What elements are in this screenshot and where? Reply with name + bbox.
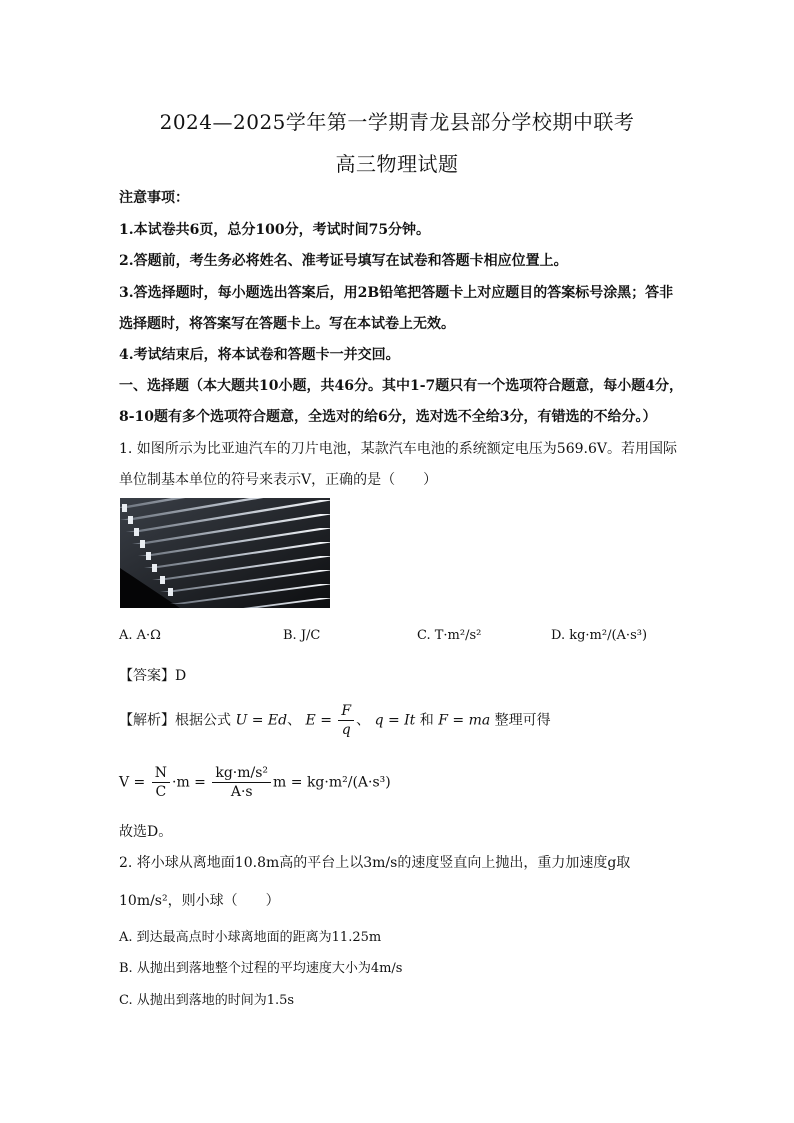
fraction-numerator: N: [152, 764, 170, 783]
q1-option-d: D. kg·m²/(A·s³): [551, 628, 648, 643]
q2-option-c: C. 从抛出到落地的时间为1.5s: [119, 993, 295, 1008]
notice-item-1: 1.本试卷共6页，总分100分，考试时间75分钟。: [119, 222, 431, 238]
q1-analysis: [119, 702, 551, 739]
fraction-denominator: q: [341, 722, 351, 738]
q2-stem-cont: 10m/s²，则小球（ ）: [119, 893, 280, 909]
notice-item-2: 2.答题前，考生务必将姓名、准考证号填写在试卷和答题卡相应位置上。: [119, 253, 568, 269]
section-1-instructions-cont: 8-10题有多个选项符合题意，全选对的给6分，选对选不全给3分，有错选的不给分。）: [119, 409, 657, 425]
derivation-v: V =: [119, 774, 146, 791]
analysis-tag: 【解析】: [119, 712, 175, 729]
fraction-numerator: F: [338, 702, 354, 721]
formula-q-it: q = It: [374, 712, 416, 729]
separator: 和: [419, 712, 434, 729]
q2-option-a: A. 到达最高点时小球离地面的距离为11.25m: [119, 930, 382, 945]
notice-item-3-cont: 选择题时，将答案写在答题卡上。写在本试卷上无效。: [119, 316, 455, 332]
notice-item-3: 3.答选择题时，每小题选出答案后，用2B铅笔把答题卡上对应题目的答案标号涂黑；答非: [119, 285, 674, 301]
exam-title: 2024—2025学年第一学期青龙县部分学校期中联考: [159, 110, 635, 134]
notice-heading: 注意事项：: [119, 190, 189, 206]
q1-option-a: A. A·Ω: [119, 628, 161, 643]
q1-conclusion: 故选D。: [119, 824, 173, 840]
answer-tag: 【答案】: [119, 668, 175, 684]
derivation-end: m = kg·m²/(A·s³): [273, 774, 391, 791]
q1-option-b: B. J/C: [283, 628, 321, 643]
blade-battery-photo: [120, 498, 330, 608]
q2-stem: 2. 将小球从离地面10.8m高的平台上以3m/s的速度竖直向上抛出，重力加速度g取: [119, 855, 631, 871]
derivation-mid: ·m =: [172, 774, 206, 791]
formula-u-ed: U = Ed: [235, 712, 288, 729]
battery-illustration: [120, 498, 330, 608]
q1-derivation: [119, 764, 391, 801]
notice-item-4: 4.考试结束后，将本试卷和答题卡一并交回。: [119, 347, 400, 363]
separator: 、: [356, 712, 371, 729]
fraction-kgms-over-as: [212, 764, 271, 801]
fraction-denominator: A·s: [230, 784, 253, 800]
fraction-numerator: kg·m/s²: [212, 764, 271, 783]
fraction-n-over-c: [152, 764, 170, 801]
analysis-tail: 整理可得: [494, 712, 551, 729]
formula-e-lhs: E =: [305, 712, 332, 729]
fraction-denominator: C: [155, 784, 167, 800]
q1-stem: 1. 如图所示为比亚迪汽车的刀片电池，某款汽车电池的系统额定电压为569.6V。若用国际: [119, 441, 677, 457]
formula-f-ma: F = ma: [438, 712, 491, 729]
section-1-instructions: 一、选择题（本大题共10小题，共46分。其中1-7题只有一个选项符合题意，每小题4分，: [119, 378, 683, 394]
exam-subtitle: 高三物理试题: [335, 152, 459, 176]
analysis-text: 根据公式: [175, 712, 231, 729]
q1-answer: [119, 665, 186, 685]
fraction-f-over-q: [338, 702, 354, 739]
separator: 、: [287, 712, 302, 729]
q1-stem-cont: 单位制基本单位的符号来表示V，正确的是（ ）: [119, 472, 438, 488]
q2-option-b: B. 从抛出到落地整个过程的平均速度大小为4m/s: [119, 961, 403, 976]
q1-option-c: C. T·m²/s²: [417, 628, 482, 643]
answer-value: D: [175, 668, 187, 684]
